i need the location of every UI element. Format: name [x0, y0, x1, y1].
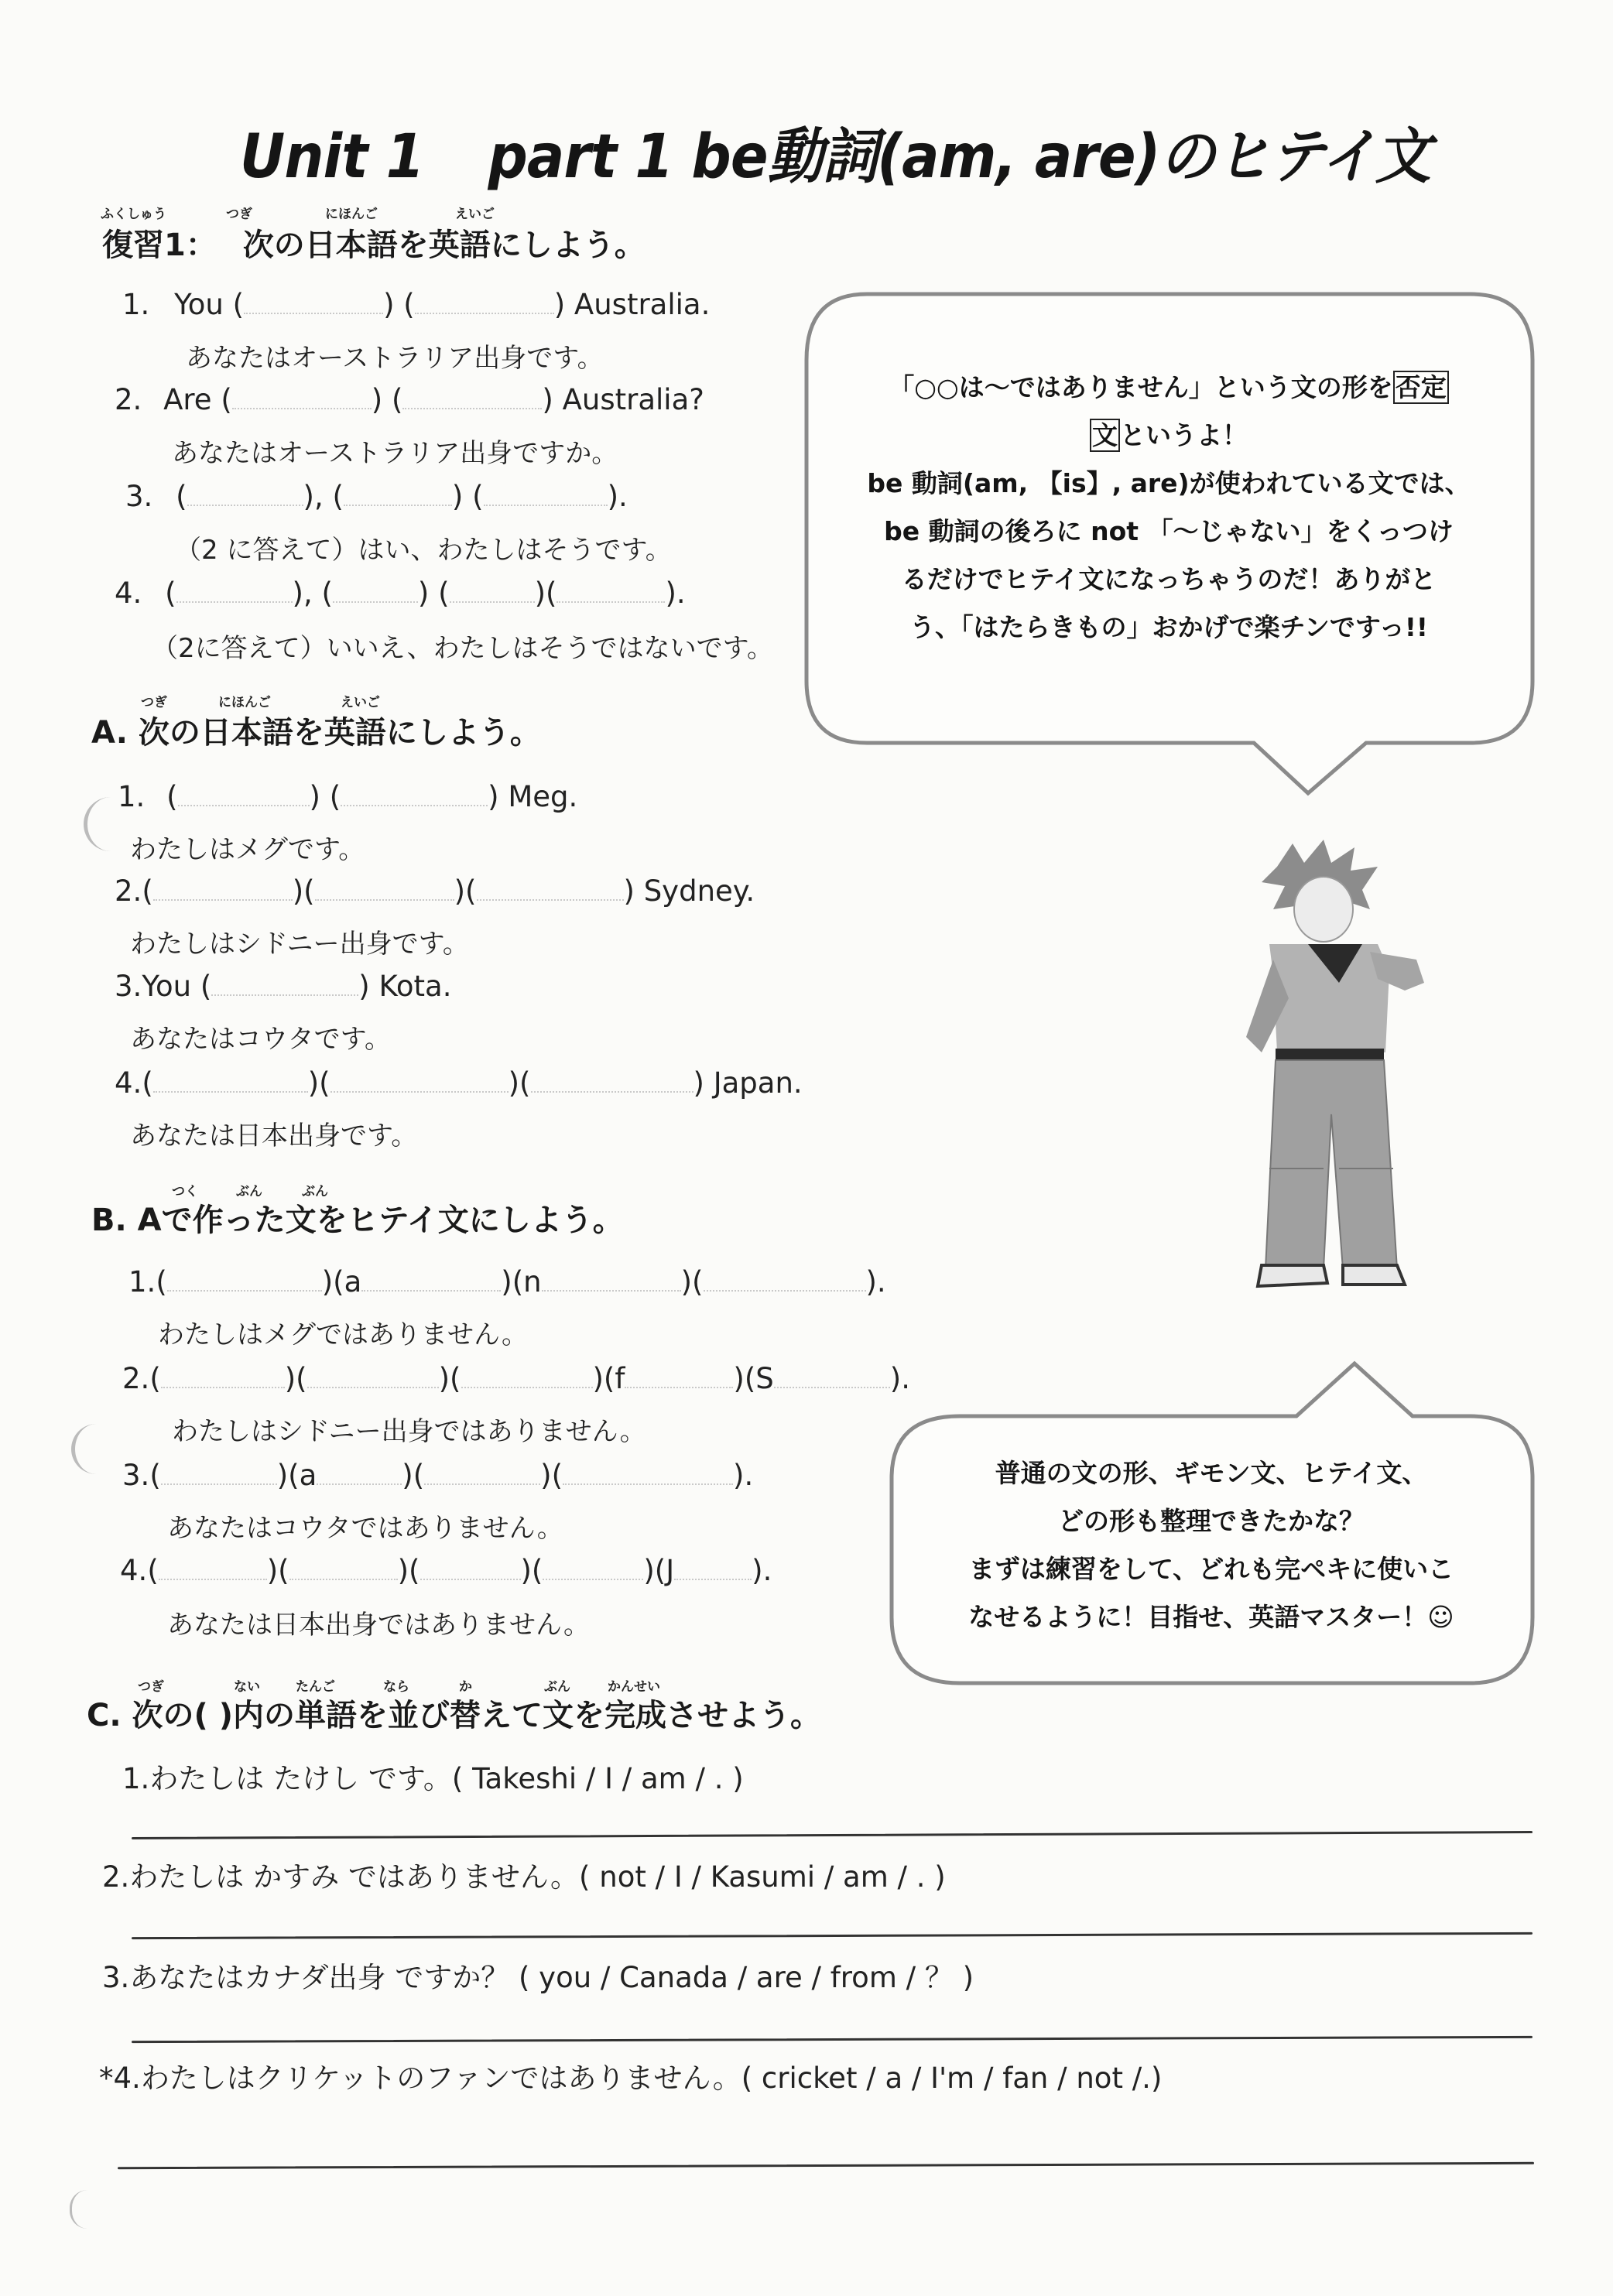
sentence-part: )(	[508, 1066, 531, 1100]
bubble2-line-3: まずは練習をして、どれも完ペキに使いこ	[968, 1554, 1454, 1584]
bubble1-line-1	[828, 364, 1509, 412]
answer-blank[interactable]	[315, 891, 454, 901]
answer-blank[interactable]	[477, 891, 624, 901]
c-item-2	[102, 1853, 946, 1895]
c-item-4	[99, 2055, 1162, 2096]
item-number: 2.	[115, 874, 142, 908]
b-item-3	[122, 1459, 753, 1492]
sentence-part: ) Japan.	[693, 1066, 803, 1100]
sentence-part: ).	[607, 480, 628, 513]
answer-blank[interactable]	[625, 1379, 733, 1388]
item-number: 3.	[102, 1961, 130, 1994]
page-title	[240, 108, 1430, 195]
bubble1-line-2	[828, 412, 1509, 460]
sentence-part: )(	[540, 1459, 563, 1492]
bubble2-line-2: どの形も整理できたかな？	[1058, 1506, 1365, 1536]
bubble1-line-5: るだけでヒテイ文になっちゃうのだ！ありがと	[901, 564, 1437, 594]
answer-blank[interactable]	[674, 1571, 752, 1580]
section-a-instruction: 次の日本語を英語にしよう。	[138, 715, 541, 751]
review-item-4	[115, 577, 686, 610]
review-item-3-jp: （2 に答えて）はい、わたしはそうです。	[175, 535, 672, 566]
b-ruby-1: つく	[172, 1184, 198, 1199]
sentence-part: ).	[733, 1459, 754, 1492]
punch-hole-mark	[84, 797, 111, 851]
answer-blank[interactable]	[531, 1083, 693, 1093]
c-item-3	[102, 1954, 974, 1996]
sentence-part: )(	[266, 1554, 289, 1587]
sentence-part: )(	[284, 1362, 307, 1395]
answer-blank[interactable]	[153, 891, 293, 901]
sentence-part: )(	[402, 1459, 425, 1492]
a-item-1-jp: わたしはメグです。	[130, 834, 365, 865]
review-ruby-2: にほんご	[325, 207, 378, 222]
answer-blank[interactable]	[176, 594, 293, 603]
answer-blank[interactable]	[563, 1476, 733, 1485]
sentence-part: (	[142, 1066, 153, 1100]
sentence-part: )(	[454, 874, 477, 908]
review-item-1	[122, 288, 710, 321]
b-ruby-3: ぶん	[302, 1184, 328, 1199]
answer-blank[interactable]	[344, 497, 452, 506]
a-ruby-2: にほんご	[218, 695, 271, 710]
section-c-heading	[87, 1691, 821, 1735]
answer-blank[interactable]	[341, 797, 488, 806]
sentence-part: ) Australia?	[542, 383, 704, 416]
sentence-part: )(	[292, 874, 315, 908]
b-item-3-jp: あなたはコウタではありません。	[167, 1513, 563, 1544]
sentence-part: (	[156, 1265, 167, 1299]
a-item-1	[118, 780, 577, 813]
bubble2-line-1: 普通の文の形、ギモン文、ヒテイ文、	[995, 1458, 1428, 1488]
item-text: わたしはクリケットのファンではありません。( cricket / a / I'm / fan / not /.)	[140, 2062, 1163, 2095]
bubble2-line-4	[906, 1593, 1517, 1641]
sentence-part: )(S	[733, 1362, 774, 1395]
review-item-1-jp: あなたはオーストラリア出身です。	[186, 343, 604, 374]
a-ruby-3: えいご	[341, 695, 380, 710]
punch-hole-mark	[71, 1424, 98, 1474]
sentence-part: )(n	[501, 1265, 542, 1299]
sentence-part: ) (	[309, 780, 341, 813]
sentence-part: (	[149, 1459, 161, 1492]
sentence-part: )(	[534, 577, 557, 610]
item-text: わたしは たけし です。( Takeshi / I / am / . )	[149, 1762, 744, 1795]
b-item-2	[122, 1362, 910, 1395]
answer-blank[interactable]	[178, 797, 310, 806]
sentence-part: )(a	[321, 1265, 362, 1299]
answer-line-2[interactable]	[132, 1932, 1533, 1939]
title-unit: Unit 1	[240, 122, 424, 192]
section-b-instruction: Aで作った文をヒテイ文にしよう。	[137, 1203, 624, 1238]
bubble1-line-3: be 動詞(am, 【is】, are)が使われている文では、	[867, 468, 1471, 498]
sentence-part: You (	[142, 970, 212, 1003]
sentence-part: (	[149, 1362, 161, 1395]
b-item-2-jp: わたしはシドニー出身ではありません。	[172, 1416, 646, 1447]
review-item-4-jp: （2に答えて）いいえ、わたしはそうではないです。	[152, 633, 773, 664]
b-item-4-jp: あなたは日本出身ではありません。	[167, 1610, 591, 1641]
answer-blank[interactable]	[361, 1282, 501, 1292]
answer-blank[interactable]	[402, 400, 542, 409]
review-item-2	[115, 383, 704, 416]
c-item-1	[122, 1755, 744, 1797]
a-ruby-1: つぎ	[141, 695, 167, 710]
sentence-part: )(	[397, 1554, 420, 1587]
answer-blank[interactable]	[159, 1571, 267, 1580]
sentence-part: ), (	[292, 577, 333, 610]
item-number: 2.	[122, 1362, 150, 1395]
answer-blank[interactable]	[415, 305, 554, 314]
sentence-part: Are (	[163, 383, 232, 416]
sentence-part: (	[165, 577, 176, 610]
b-item-4	[120, 1554, 772, 1587]
c-ruby-4: なら	[383, 1679, 409, 1695]
review-ruby-3: えいご	[455, 207, 495, 222]
answer-blank[interactable]	[232, 400, 372, 409]
sentence-part: You (	[174, 288, 245, 321]
c-ruby-7: かんせい	[608, 1679, 660, 1695]
item-number: *4.	[99, 2062, 141, 2095]
review-instruction: 次の日本語を英語にしよう。	[242, 228, 646, 263]
answer-blank[interactable]	[330, 1083, 509, 1093]
sentence-part: ) Sydney.	[623, 874, 755, 908]
bubble1-line-4: be 動詞の後ろに not 「～じゃない」をくっつけ	[884, 516, 1454, 546]
answer-blank[interactable]	[289, 1571, 398, 1580]
section-b-heading	[91, 1196, 624, 1240]
c-ruby-6: ぶん	[544, 1679, 570, 1695]
sentence-part: ) (	[383, 288, 415, 321]
answer-blank[interactable]	[543, 1571, 643, 1580]
boxed-term: 文	[1090, 419, 1120, 452]
item-text: あなたはカナダ出身 ですか？ ( you / Canada / are / from / ？ )	[129, 1961, 974, 1994]
answer-blank[interactable]	[420, 1571, 521, 1580]
answer-blank[interactable]	[774, 1379, 890, 1388]
c-ruby-3: たんご	[296, 1679, 335, 1695]
item-number: 2.	[115, 383, 142, 416]
sentence-part: ).	[865, 1265, 886, 1299]
section-b-label: B.	[91, 1203, 127, 1238]
review-heading	[102, 221, 646, 265]
answer-blank[interactable]	[484, 497, 608, 506]
section-a-heading	[91, 708, 541, 752]
c-ruby-5: か	[459, 1679, 472, 1695]
sentence-part: ) Kota.	[358, 970, 452, 1003]
sentence-part: ), (	[303, 480, 344, 513]
section-a-label: A.	[91, 715, 128, 751]
item-number: 3.	[115, 970, 142, 1003]
answer-blank[interactable]	[542, 1282, 681, 1292]
a-item-2-jp: わたしはシドニー出身です。	[130, 929, 469, 960]
item-number: 1.	[122, 1762, 150, 1795]
answer-line-1[interactable]	[132, 1831, 1533, 1839]
answer-blank[interactable]	[307, 1379, 439, 1388]
answer-blank[interactable]	[167, 1282, 322, 1292]
review-label: 復習1：	[102, 228, 217, 263]
sentence-part: )(J	[643, 1554, 675, 1587]
sentence-part: (	[176, 480, 187, 513]
c-ruby-1: つぎ	[138, 1679, 164, 1695]
bubble1-text: というよ！	[1120, 420, 1248, 450]
a-item-4-jp: あなたは日本出身です。	[130, 1121, 418, 1151]
answer-blank[interactable]	[161, 1476, 277, 1485]
sentence-part: )(	[680, 1265, 704, 1299]
sentence-part: (	[147, 1554, 159, 1587]
a-item-3	[115, 970, 452, 1003]
answer-blank[interactable]	[211, 987, 358, 996]
bubble1-line-6: う、「はたらきもの」おかげで楽チンですっ!!	[909, 612, 1428, 642]
sentence-part: )(	[520, 1554, 543, 1587]
review-ruby-1: つぎ	[226, 207, 252, 222]
speech-bubble-1	[828, 364, 1509, 652]
review-item-2-jp: あなたはオーストラリア出身ですか。	[172, 438, 618, 469]
answer-blank[interactable]	[557, 594, 665, 603]
answer-blank[interactable]	[244, 305, 383, 314]
answer-blank[interactable]	[187, 497, 303, 506]
boxed-term: 否定	[1393, 371, 1449, 404]
title-part: part 1 be動詞(am, are)のヒテイ文	[488, 122, 1430, 192]
answer-line-3[interactable]	[132, 2036, 1533, 2043]
c-ruby-2: ない	[234, 1679, 260, 1695]
item-number: 1.	[122, 288, 150, 321]
answer-blank[interactable]	[333, 594, 418, 603]
answer-blank[interactable]	[424, 1476, 540, 1485]
bubble2-text: なせるように！目指せ、英語マスター！	[968, 1602, 1428, 1632]
answer-blank[interactable]	[317, 1476, 402, 1485]
sentence-part: )(	[438, 1362, 461, 1395]
item-number: 4.	[115, 577, 142, 610]
speech-bubble-2	[906, 1449, 1517, 1641]
sentence-part: ) (	[371, 383, 403, 416]
a-item-4	[115, 1066, 803, 1100]
sentence-part: ).	[752, 1554, 772, 1587]
b-item-1	[128, 1265, 886, 1299]
review-item-3	[125, 480, 628, 513]
sentence-part: (	[166, 780, 178, 813]
sentence-part: ) (	[451, 480, 484, 513]
sentence-part: ).	[889, 1362, 910, 1395]
answer-blank[interactable]	[461, 1379, 593, 1388]
pencil-mark	[70, 2190, 87, 2229]
answer-blank[interactable]	[153, 1083, 308, 1093]
bubble1-text: 「○○は～ではありません」という文の形を	[889, 372, 1393, 402]
item-number: 3.	[122, 1459, 150, 1492]
character-illustration	[1215, 836, 1447, 1316]
smiley-icon: ☺	[1427, 1602, 1454, 1632]
item-number: 1.	[118, 780, 146, 813]
item-number: 4.	[120, 1554, 148, 1587]
answer-blank[interactable]	[450, 594, 535, 603]
b-item-1-jp: わたしはメグではありません。	[158, 1319, 529, 1350]
item-text: わたしは かすみ ではありません。( not / I / Kasumi / am / . )	[129, 1860, 946, 1894]
sentence-part: )(a	[276, 1459, 317, 1492]
sentence-part: ) (	[417, 577, 450, 610]
a-item-2	[115, 874, 755, 908]
sentence-part: )(	[307, 1066, 330, 1100]
sentence-part: )(f	[592, 1362, 625, 1395]
sentence-part: ) Meg.	[488, 780, 578, 813]
review-label-ruby: ふくしゅう	[101, 207, 166, 222]
b-ruby-2: ぶん	[236, 1184, 262, 1199]
answer-blank[interactable]	[161, 1379, 285, 1388]
answer-line-4[interactable]	[118, 2162, 1534, 2169]
sentence-part: ).	[665, 577, 686, 610]
sentence-part: (	[142, 874, 153, 908]
a-item-3-jp: あなたはコウタです。	[130, 1024, 391, 1055]
sentence-part: ) Australia.	[553, 288, 711, 321]
item-number: 4.	[115, 1066, 142, 1100]
section-c-instruction: 次の( )内の単語を並び替えて文を完成させよう。	[132, 1698, 821, 1733]
answer-blank[interactable]	[704, 1282, 866, 1292]
item-number: 1.	[128, 1265, 156, 1299]
item-number: 3.	[125, 480, 153, 513]
section-c-label: C.	[87, 1698, 122, 1733]
item-number: 2.	[102, 1860, 130, 1894]
